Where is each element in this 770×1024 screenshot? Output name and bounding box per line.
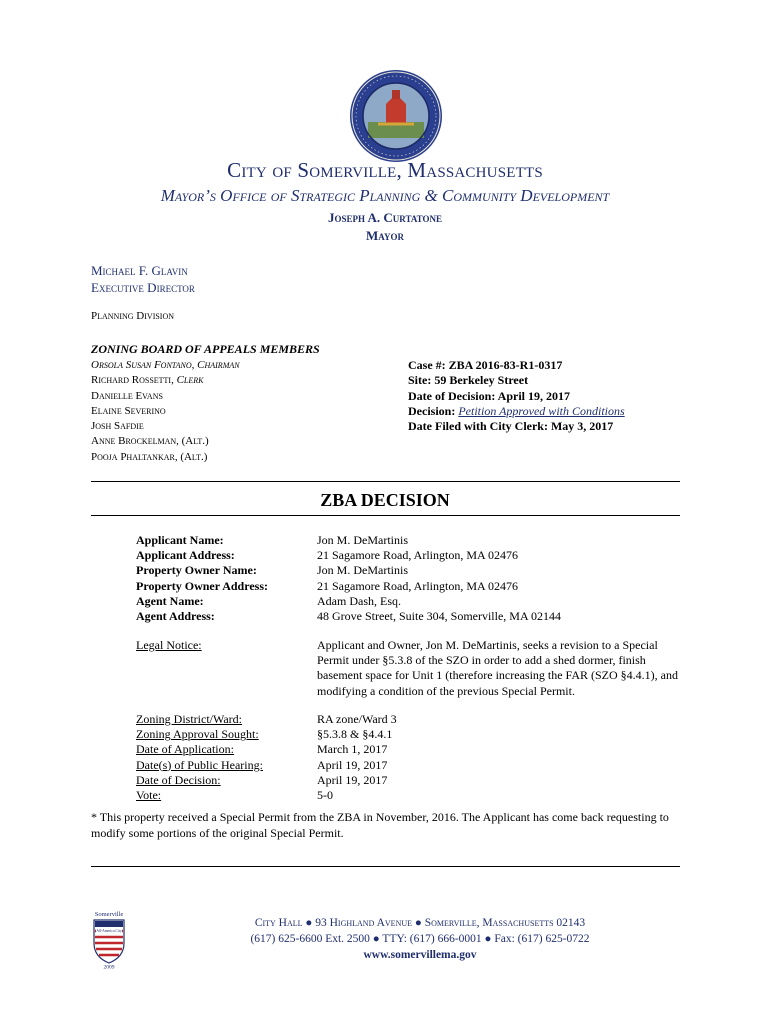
board-member: Danielle Evans [91,389,163,402]
table-row: Property Owner Address: 21 Sagamore Road, Arlington, MA 02476 [136,578,518,593]
footer-address: City Hall ● 93 Highland Avenue ● Somerville, Massachusetts 02143 [254,917,586,929]
table-row: Property Owner Name: Jon M. DeMartinis [136,563,408,578]
city-seal-icon [348,68,444,164]
board-member: Anne Brockelman, (Alt.) [91,435,209,448]
board-heading: ZONING BOARD OF APPEALS MEMBERS [91,342,320,356]
table-row: Date of Decision: April 19, 2017 [136,772,388,787]
table-row: Zoning District/Ward: RA zone/Ward 3 [136,712,397,726]
decision-link[interactable]: Petition Approved with Conditions [458,403,625,418]
board-members-list [91,358,240,465]
legal-notice-text: Applicant and Owner, Jon M. DeMartinis, seeks a revision to a Special Permit under §5.3.8 of the SZO in order to add a shed dormer, finish basement space for Unit 1 (therefore increasing the FAR (SZO §4.4.1), and modifying a condition of the previous Special Permit. [317,638,679,698]
case-decision: Decision: Petition Approved with Conditions [408,403,625,418]
footer-contact [150,915,690,963]
zoning-table [136,712,681,803]
divider-title [91,515,680,516]
table-row: Zoning Approval Sought: §5.3.8 & §4.4.1 [136,727,393,742]
decision-title: ZBA DECISION [320,490,450,510]
legal-notice [136,638,681,699]
table-row: Agent Address: 48 Grove Street, Suite 304, Somerville, MA 02144 [136,609,561,624]
case-site: Site: 59 Berkeley Street [408,373,529,388]
office-title: Mayor’s Office of Strategic Planning & Community Development [160,186,610,205]
logo-year-text: 2009 [103,964,115,969]
board-member: Josh Safdie [91,420,144,433]
special-permit-note: * This property received a Special Permit from the ZBA in November, 2016. The Applicant has come back requesting to modify some portions of the original Special Permit. [91,810,669,840]
division-name: Planning Division [91,310,175,322]
executive-director-title: Executive Director [91,280,195,295]
case-decision-date: Date of Decision: April 19, 2017 [408,388,570,403]
footer-phone: (617) 625-6600 Ext. 2500 ● TTY: (617) 666-0001 ● Fax: (617) 625-0722 [250,933,590,945]
board-member: Richard Rossetti, Clerk [91,374,204,387]
case-number: Case #: ZBA 2016-83-R1-0317 [408,358,563,372]
divider-bottom [91,866,680,867]
table-row: Applicant Name: Jon M. DeMartinis [136,533,408,547]
board-member: Elaine Severino [91,404,166,417]
divider-top [91,481,680,482]
logo-top-text: Somerville [94,911,124,918]
table-row: Date(s) of Public Hearing: April 19, 2017 [136,757,388,772]
mayor-name: Joseph A. Curtatone [327,210,442,225]
executive-director-name: Michael F. Glavin [91,263,188,278]
city-title: City of Somerville, Massachusetts [227,158,543,182]
table-row: Date of Application: March 1, 2017 [136,742,388,757]
table-row: Vote: 5-0 [136,788,333,803]
mayor-title: Mayor [366,228,404,243]
applicant-table [136,533,681,624]
board-member: Orsola Susan Fontano, Chairman [91,359,240,371]
table-row: Agent Name: Adam Dash, Esq. [136,593,401,608]
case-info [408,358,625,434]
legal-notice-label: Legal Notice: [136,638,202,652]
board-member: Pooja Phaltankar, (Alt.) [91,450,208,463]
footer-website-link[interactable]: www.somervillema.gov [363,949,477,961]
logo-mid-text: All-America City [96,928,122,933]
case-filed-date: Date Filed with City Clerk: May 3, 2017 [408,419,614,434]
table-row: Applicant Address: 21 Sagamore Road, Arlington, MA 02476 [136,548,518,563]
somerville-all-america-city-icon [89,909,129,969]
